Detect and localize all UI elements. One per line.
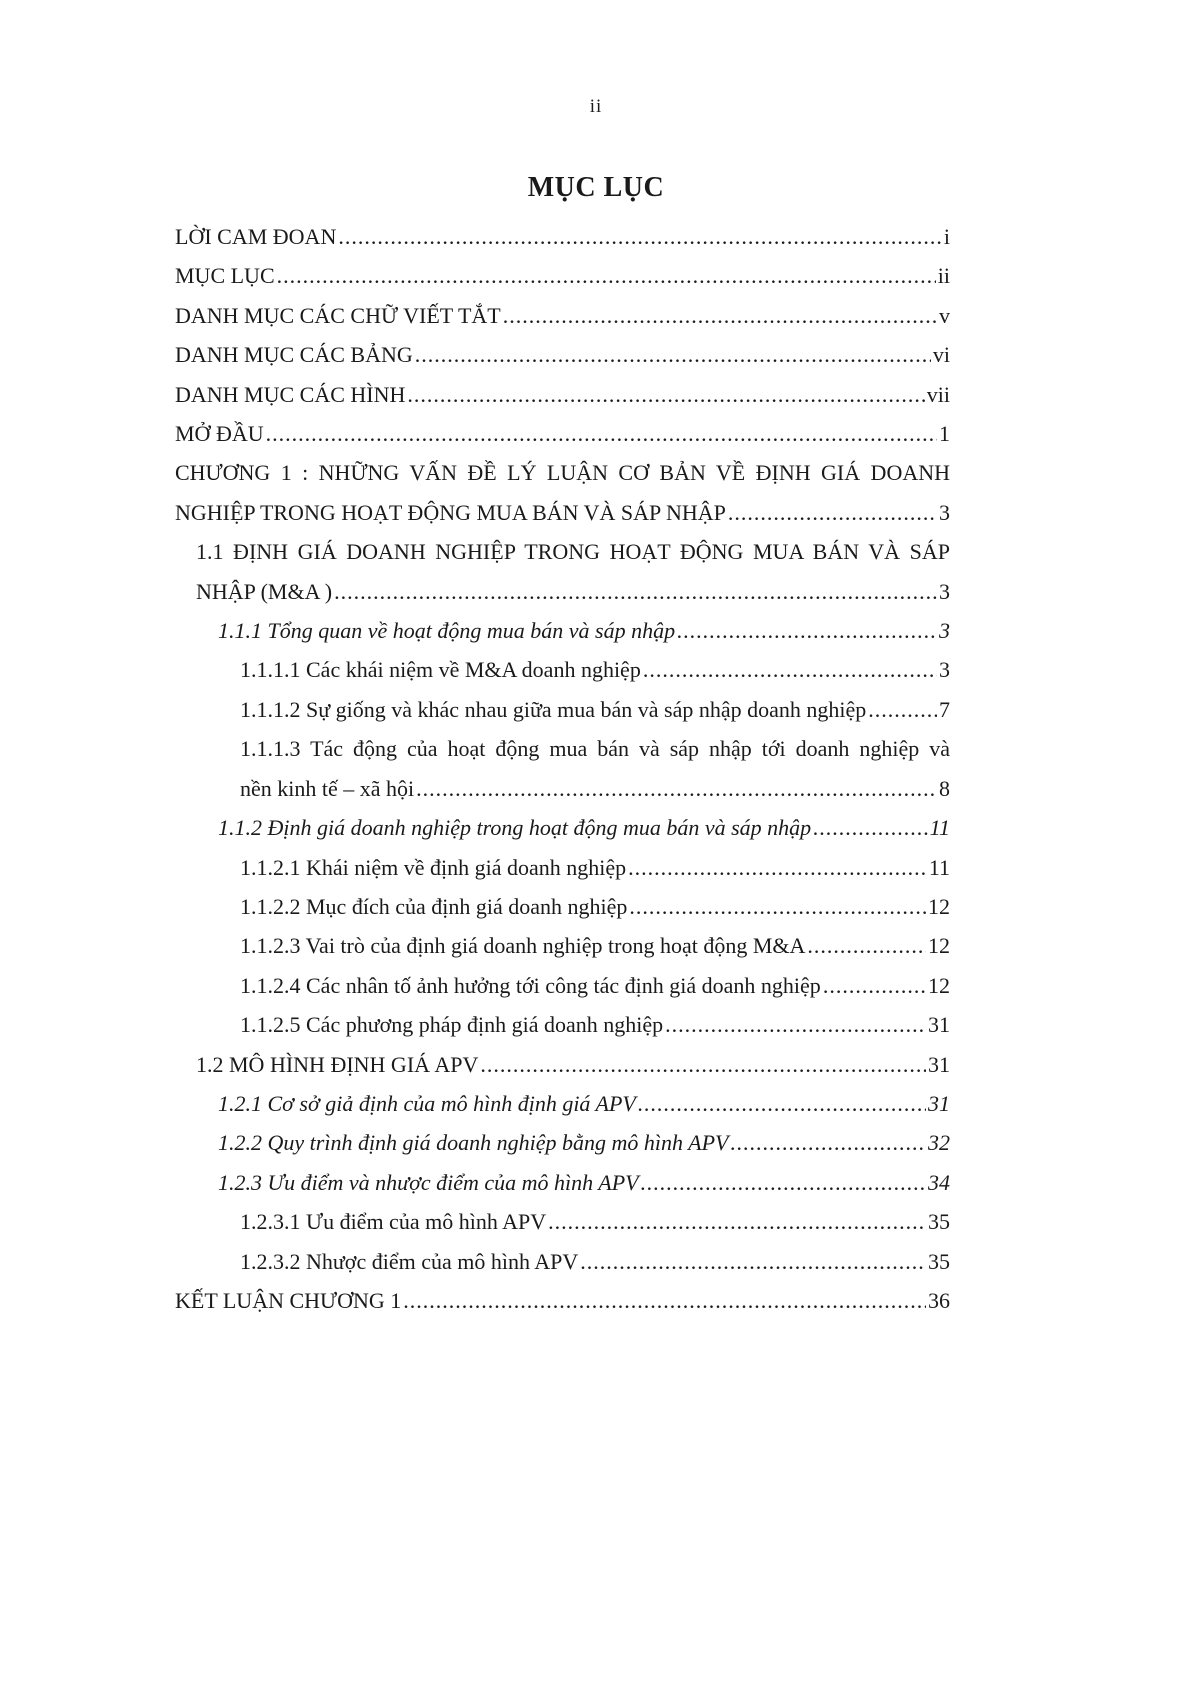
toc-entry-label: DANH MỤC CÁC CHỮ VIẾT TẮT <box>175 302 501 328</box>
toc-entry-row <box>240 848 950 887</box>
toc-entry-page: vi <box>932 342 950 368</box>
toc-entry[interactable] <box>175 1005 950 1044</box>
dot-leader <box>277 256 936 295</box>
dot-leader <box>813 808 927 847</box>
toc-entry-label: 1.2.3.2 Nhược điểm của mô hình APV <box>240 1248 579 1274</box>
toc-entry[interactable] <box>175 256 950 295</box>
toc-entry-label: NHẬP (M&A ) <box>196 578 333 604</box>
toc-entry-label: 1.2.1 Cơ sở giả định của mô hình định giá APV <box>218 1090 636 1116</box>
toc-entry-label: 1.1.2.5 Các phương pháp định giá doanh nghiệp <box>240 1012 664 1038</box>
toc-entry-page: 31 <box>928 1090 950 1116</box>
toc-entry[interactable] <box>175 335 950 374</box>
toc-entry-label: 1.2.2 Quy trình định giá doanh nghiệp bằng mô hình APV <box>218 1130 729 1156</box>
dot-leader <box>629 887 926 926</box>
toc-entry[interactable] <box>175 1045 950 1084</box>
toc-entry-row <box>240 887 950 926</box>
toc-entry[interactable] <box>175 1281 950 1320</box>
toc-entry-row <box>240 650 950 689</box>
toc-entry-label: 1.1.1.2 Sự giống và khác nhau giữa mua bán và sáp nhập doanh nghiệp <box>240 696 867 722</box>
toc-entry-row <box>196 1045 950 1084</box>
toc-entry-row <box>240 769 950 808</box>
toc-entry-label: DANH MỤC CÁC BẢNG <box>175 342 413 368</box>
toc-entry-label: KẾT LUẬN CHƯƠNG 1 <box>175 1287 402 1313</box>
toc-entry-page: 3 <box>939 578 950 604</box>
toc-entry-row <box>175 493 950 532</box>
dot-leader <box>548 1202 926 1241</box>
toc-entry[interactable] <box>175 729 950 808</box>
toc-entry-page: 1 <box>939 421 950 447</box>
toc-entry-row <box>240 966 950 1005</box>
toc-entry-row <box>196 572 950 611</box>
toc-entry[interactable] <box>175 296 950 335</box>
toc-entry-page: 35 <box>928 1209 950 1235</box>
toc-entry-first-line: CHƯƠNG 1 : NHỮNG VẤN ĐỀ LÝ LUẬN CƠ BẢN VỀ ĐỊNH GIÁ DOANH <box>175 460 950 486</box>
toc-entry-label: MỞ ĐẦU <box>175 421 264 447</box>
toc-entry-row <box>175 375 950 414</box>
toc-entry-row <box>240 1202 950 1241</box>
toc-entry[interactable] <box>175 1123 950 1162</box>
toc-entry-first-line: 1.1 ĐỊNH GIÁ DOANH NGHIỆP TRONG HOẠT ĐỘNG MUA BÁN VÀ SÁP <box>196 539 950 565</box>
toc-entry-page: 3 <box>939 618 950 644</box>
toc-entry[interactable] <box>175 217 950 256</box>
toc-entry-page: 31 <box>928 1051 950 1077</box>
dot-leader <box>641 1163 926 1202</box>
toc-entry-page: 3 <box>939 657 950 683</box>
toc-entry[interactable] <box>175 690 950 729</box>
toc-entry-row <box>240 1242 950 1281</box>
toc-entry-row <box>175 256 950 295</box>
dot-leader <box>580 1242 926 1281</box>
toc-entry-page: 12 <box>928 972 950 998</box>
toc-entry-label: LỜI CAM ĐOAN <box>175 224 337 249</box>
toc-entry-page: v <box>939 302 950 328</box>
toc-entry-page: 11 <box>928 854 950 880</box>
toc-entry-label: NGHIỆP TRONG HOẠT ĐỘNG MUA BÁN VÀ SÁP NHẬP <box>175 499 726 525</box>
toc-entry[interactable] <box>175 1163 950 1202</box>
toc-entry-page: 8 <box>939 775 950 801</box>
toc-entry-row <box>175 217 950 256</box>
dot-leader <box>665 1005 926 1044</box>
toc-entry-label: 1.1.2.2 Mục đích của định giá doanh nghiệp <box>240 893 628 919</box>
toc-entry-page: 12 <box>928 893 950 919</box>
toc-entry-page: 31 <box>928 1012 950 1038</box>
toc-entry-row <box>240 690 950 729</box>
toc-entry[interactable] <box>175 1202 950 1241</box>
dot-leader <box>480 1045 926 1084</box>
toc-entry-label: DANH MỤC CÁC HÌNH <box>175 381 406 407</box>
toc-entry-label: 1.1.1.1 Các khái niệm về M&A doanh nghiệp <box>240 657 641 683</box>
toc-entry-page: 36 <box>928 1287 950 1313</box>
toc-entry-label: 1.1.1 Tổng quan về hoạt động mua bán và sáp nhập <box>218 618 676 644</box>
toc-entry-label: 1.1.2.1 Khái niệm về định giá doanh nghiệp <box>240 854 627 880</box>
toc-entry[interactable] <box>175 848 950 887</box>
toc-entry-row <box>240 1005 950 1044</box>
dot-leader <box>503 296 937 335</box>
dot-leader <box>728 493 937 532</box>
toc-entry[interactable] <box>175 887 950 926</box>
toc-entry-page: 12 <box>928 933 950 959</box>
toc-entry-label: 1.2 MÔ HÌNH ĐỊNH GIÁ APV <box>196 1051 479 1077</box>
toc-entry-row <box>218 1163 950 1202</box>
toc-entry-row <box>175 296 950 335</box>
toc-entry[interactable] <box>175 414 950 453</box>
dot-leader <box>807 926 926 965</box>
toc-entry-row <box>218 808 950 847</box>
page-title: MỤC LỤC <box>527 172 665 203</box>
toc-entry-first-line: 1.1.1.3 Tác động của hoạt động mua bán và sáp nhập tới doanh nghiệp và <box>240 736 950 762</box>
toc-entry[interactable] <box>175 808 950 847</box>
dot-leader <box>338 217 942 256</box>
dot-leader <box>730 1123 926 1162</box>
dot-leader <box>403 1281 926 1320</box>
dot-leader <box>638 1084 926 1123</box>
toc-entry-label: 1.1.2.4 Các nhân tố ảnh hưởng tới công tác định giá doanh nghiệp <box>240 972 821 998</box>
toc-entry[interactable] <box>175 966 950 1005</box>
toc-entry-page: 11 <box>929 815 950 841</box>
page-number: ii <box>589 96 603 117</box>
table-of-contents <box>175 217 950 1320</box>
toc-entry-page: i <box>943 224 950 249</box>
dot-leader <box>677 611 937 650</box>
toc-entry[interactable] <box>175 611 950 650</box>
toc-entry-row <box>240 926 950 965</box>
dot-leader <box>407 375 924 414</box>
toc-entry[interactable] <box>175 1084 950 1123</box>
toc-entry-row <box>175 414 950 453</box>
dot-leader <box>334 572 937 611</box>
toc-entry-page: 7 <box>939 696 950 722</box>
dot-leader <box>416 769 937 808</box>
dot-leader <box>415 335 931 374</box>
toc-entry[interactable] <box>175 375 950 414</box>
toc-entry-page: 35 <box>928 1248 950 1274</box>
toc-entry-page: ii <box>937 263 950 289</box>
dot-leader <box>868 690 937 729</box>
dot-leader <box>266 414 937 453</box>
toc-entry-row <box>175 1281 950 1320</box>
toc-entry[interactable] <box>175 650 950 689</box>
toc-entry-row <box>218 1123 950 1162</box>
toc-entry-row <box>218 611 950 650</box>
dot-leader <box>823 966 926 1005</box>
toc-entry-page: 3 <box>939 499 950 525</box>
toc-entry-page: 34 <box>928 1169 950 1195</box>
dot-leader <box>628 848 927 887</box>
toc-entry[interactable] <box>175 532 950 611</box>
toc-entry[interactable] <box>175 926 950 965</box>
dot-leader <box>643 650 937 689</box>
toc-entry-label: 1.1.2 Định giá doanh nghiệp trong hoạt động mua bán và sáp nhập <box>218 815 812 841</box>
toc-entry[interactable] <box>175 453 950 532</box>
toc-entry-label: 1.1.2.3 Vai trò của định giá doanh nghiệp trong hoạt động M&A <box>240 933 806 959</box>
toc-entry-label: nền kinh tế – xã hội <box>240 775 415 801</box>
toc-entry-label: 1.2.3 Ưu điểm và nhược điểm của mô hình APV <box>218 1169 639 1195</box>
toc-entry-label: MỤC LỤC <box>175 263 275 289</box>
toc-entry-label: 1.2.3.1 Ưu điểm của mô hình APV <box>240 1209 547 1235</box>
toc-entry-page: vii <box>926 381 950 407</box>
toc-entry-row <box>218 1084 950 1123</box>
toc-entry-row <box>175 335 950 374</box>
toc-entry-page: 32 <box>928 1130 950 1156</box>
toc-entry[interactable] <box>175 1242 950 1281</box>
